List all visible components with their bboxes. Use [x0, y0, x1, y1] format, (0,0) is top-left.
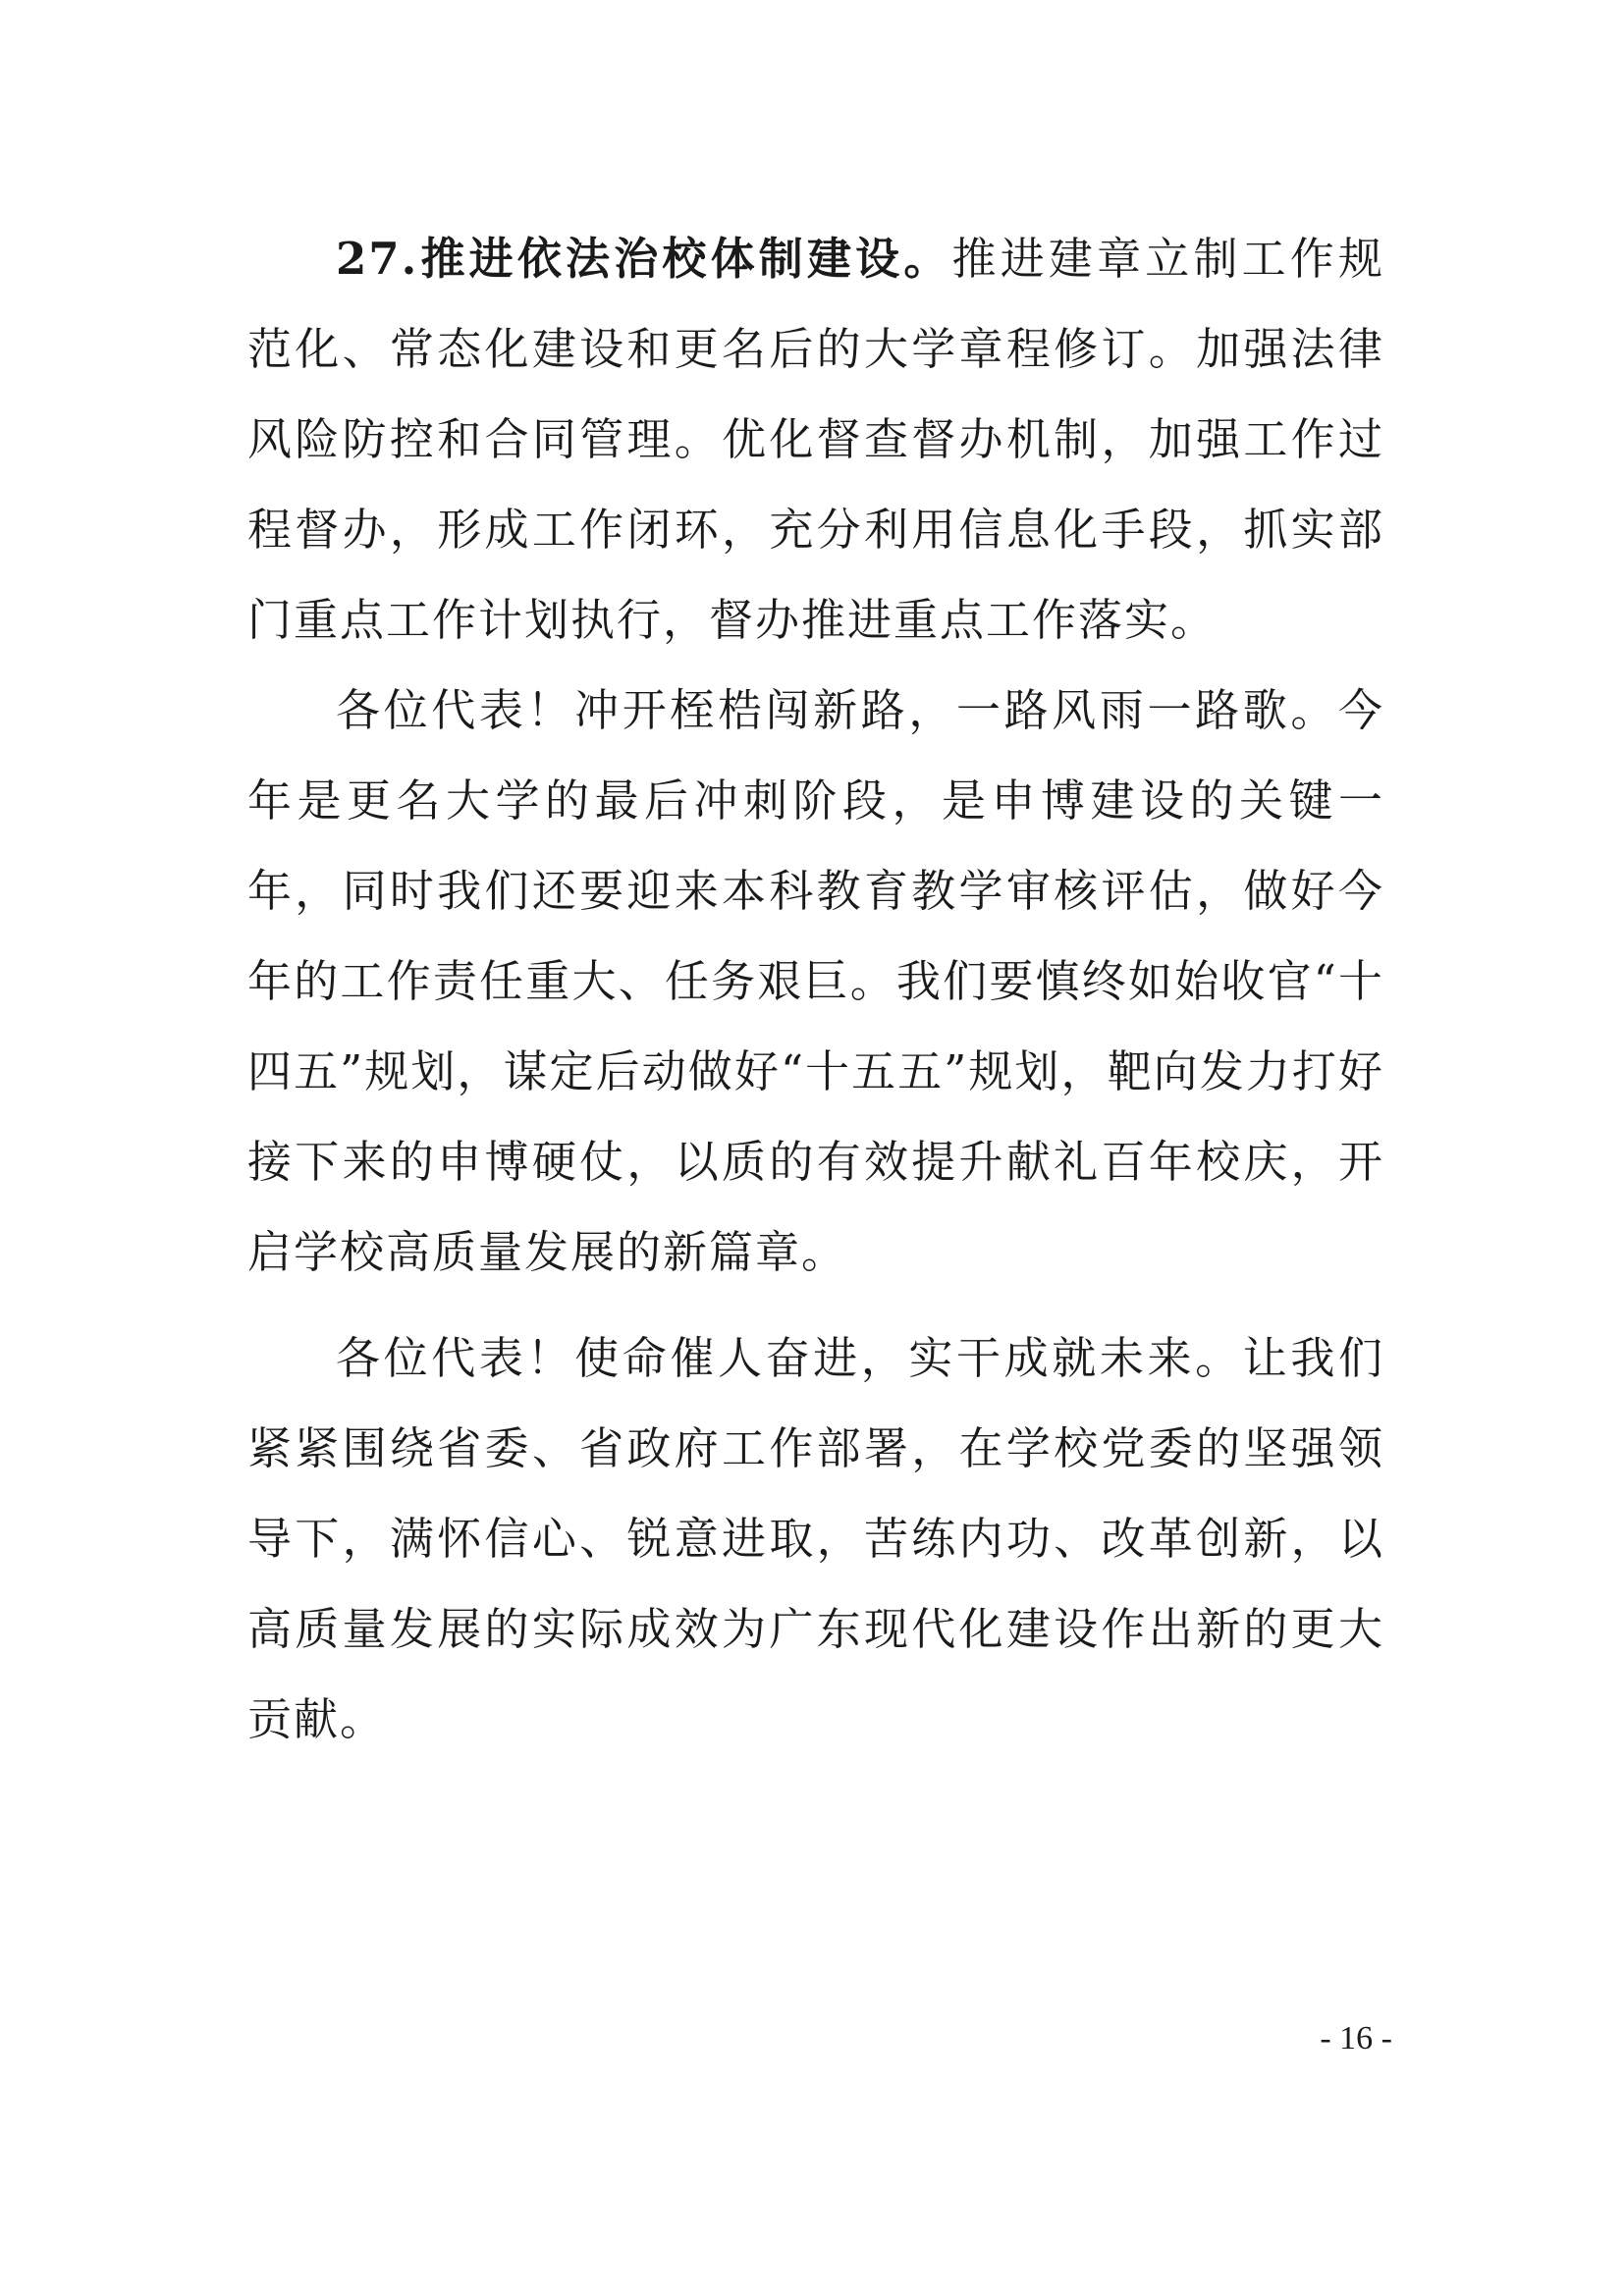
- paragraph-text: 各位代表！使命催人奋进，实干成就未来。让我们紧紧围绕省委、省政府工作部署，在学校党委的坚强领导下，满怀信心、锐意进取，苦练内功、改革创新，以高质量发展的实际成效为广东现代化建设作出新的更大贡献。: [247, 1332, 1384, 1745]
- page-number: - 16 -: [1320, 2020, 1392, 2056]
- paragraph-text: 推进建章立制工作规范化、常态化建设和更名后的大学章程修订。加强法律风险防控和合同管理。优化督查督办机制，加强工作过程督办，形成工作闭环，充分利用信息化手段，抓实部门重点工作计划执行，督办推进重点工作落实。: [247, 233, 1384, 646]
- paragraph-law-governance: [247, 214, 1384, 666]
- section-heading: 27.推进依法治校体制建设。: [336, 233, 952, 285]
- paragraph-closing-one: [247, 666, 1384, 1298]
- body-text: [247, 214, 1384, 1765]
- paragraph-closing-two: [247, 1313, 1384, 1765]
- paragraph-text: 各位代表！冲开桎梏闯新路，一路风雨一路歌。今年是更名大学的最后冲刺阶段，是申博建设的关键一年，同时我们还要迎来本科教育教学审核评估，做好今年的工作责任重大、任务艰巨。我们要慎终如始收官“十四五”规划，谋定后动做好“十五五”规划，靶向发力打好接下来的申博硬仗，以质的有效提升献礼百年校庆，开启学校高质量发展的新篇章。: [247, 684, 1384, 1278]
